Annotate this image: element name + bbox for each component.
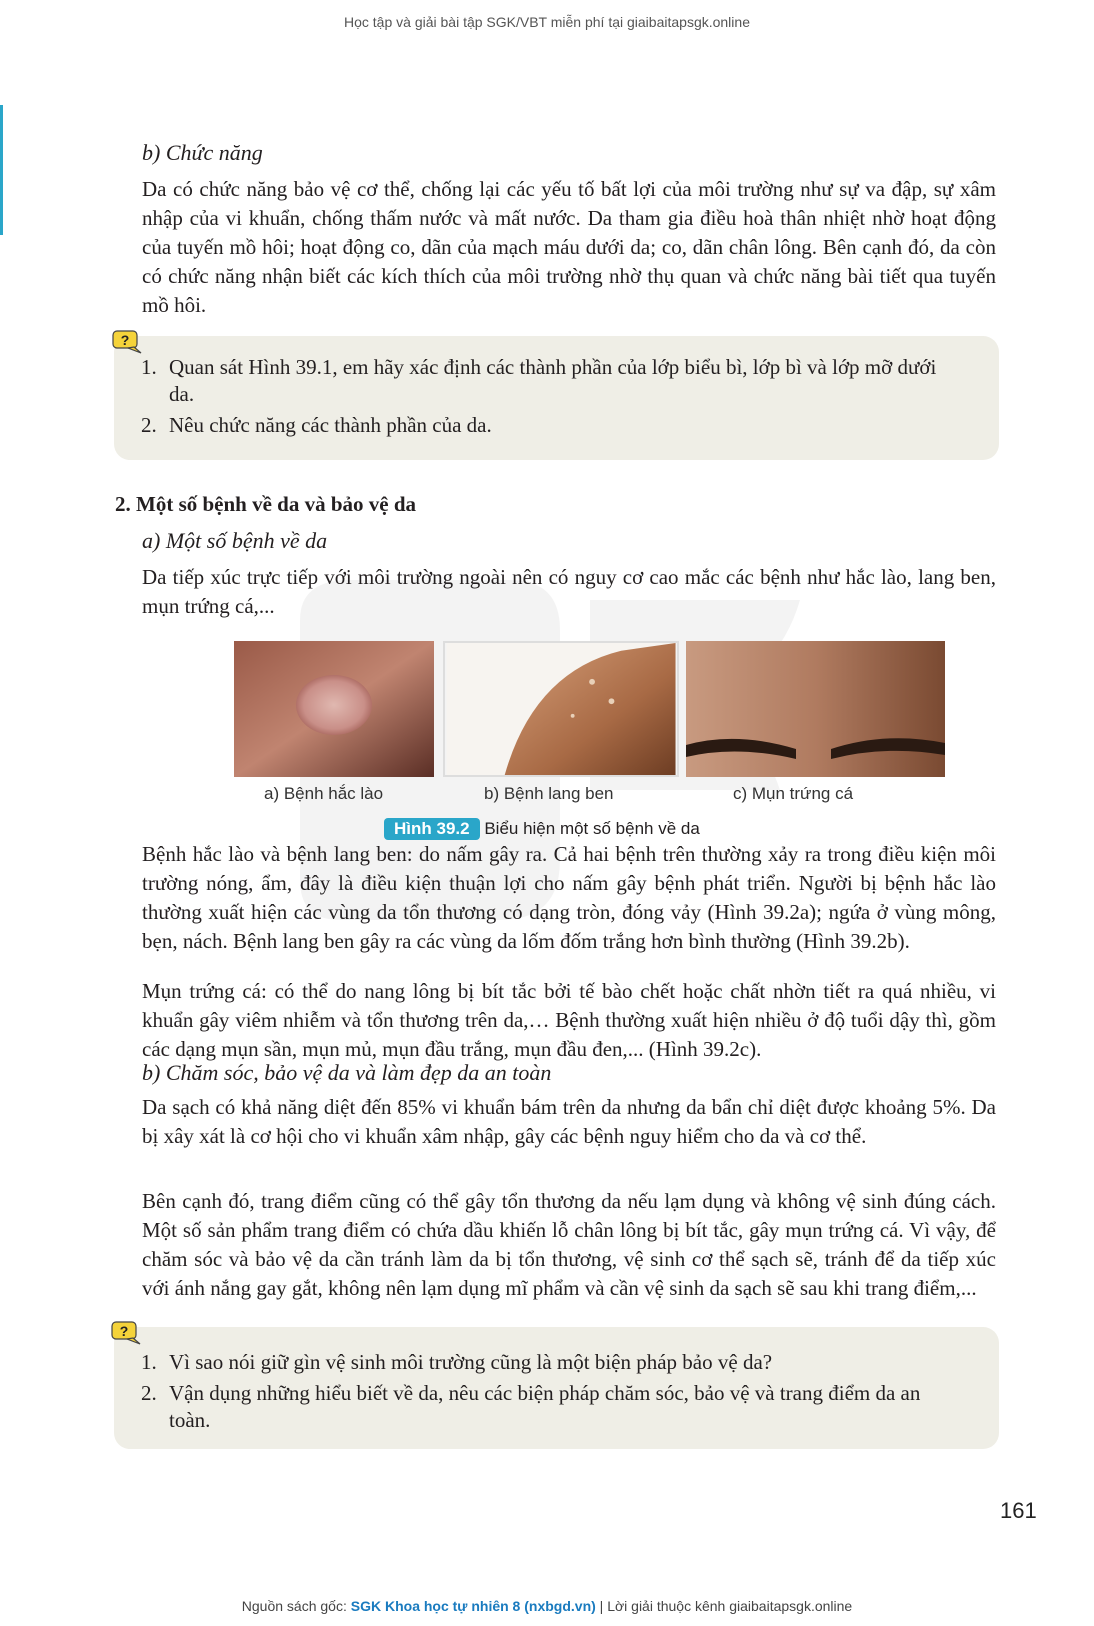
question-item: 2. Vận dụng những hiểu biết về da, nêu các biện pháp chăm sóc, bảo vệ và trang điểm da an toàn. bbox=[141, 1381, 921, 1432]
question-icon bbox=[111, 1321, 141, 1345]
caption-c: c) Mụn trứng cá bbox=[733, 784, 854, 803]
caption-b: b) Bệnh lang ben bbox=[484, 784, 614, 803]
para-mun-trung-ca: Mụn trứng cá: có thể do nang lông bị bít tắc bởi tế bào chết hoặc chất nhờn tiết ra quá nhiều, vi khuẩn gây viêm nhiễm và tổn thương trên da,… Bệnh thường xuất hiện nhiều ở độ tuổi dậy thì, gồm các dạng mụn sần, mụn mủ, mụn đầu trắng, mụn đầu đen,... (Hình 39.2c). bbox=[142, 979, 996, 1061]
page-header: Học tập và giải bài tập SGK/VBT miễn phí tại giaibaitapsgk.online bbox=[344, 14, 750, 30]
section-b-title: b) Chức năng bbox=[142, 140, 263, 165]
section-2b-title: b) Chăm sóc, bảo vệ da và làm đẹp da an toàn bbox=[142, 1060, 552, 1085]
section-2a-text: Da tiếp xúc trực tiếp với môi trường ngoài nên có nguy cơ cao mắc các bệnh như hắc lào, lang ben, mụn trứng cá,... bbox=[142, 565, 996, 618]
figure-title: Biểu hiện một số bệnh về da bbox=[484, 819, 700, 838]
figure-label bbox=[384, 818, 700, 840]
photo-mun-trung-ca bbox=[686, 641, 945, 777]
left-accent-bar bbox=[0, 105, 3, 235]
photo-lang-ben bbox=[443, 641, 679, 777]
section-2-title: 2. Một số bệnh về da và bảo vệ da bbox=[115, 492, 417, 516]
question-icon bbox=[112, 330, 142, 354]
svg-text:?: ? bbox=[120, 332, 130, 348]
footer-source-link[interactable]: SGK Khoa học tự nhiên 8 (nxbgd.vn) bbox=[350, 1598, 596, 1614]
figure-39-2 bbox=[234, 641, 945, 779]
page-number: 161 bbox=[1000, 1498, 1037, 1523]
page-footer: Nguồn sách gốc: SGK Khoa học tự nhiên 8 (nxbgd.vn) | Lời giải thuộc kênh giaibaitapsgk.online bbox=[241, 1598, 853, 1614]
caption-a: a) Bệnh hắc lào bbox=[264, 784, 384, 803]
para-hac-lao: Bệnh hắc lào và bệnh lang ben: do nấm gây ra. Cả hai bệnh trên thường xảy ra trong điều kiện môi trường nóng, ẩm, đây là điều kiện thuận lợi cho nấm gây bệnh phát triển. Người bị bệnh hắc lào thường xuất hiện các vùng da tổn thương có dạng tròn, đóng vảy (Hình 39.2a); ngứa ở vùng mông, bẹn, nách. Bệnh lang ben gây ra các vùng da lốm đốm trắng hơn bình thường (Hình 39.2b). bbox=[142, 842, 996, 953]
section-2a-title: a) Một số bệnh về da bbox=[142, 528, 328, 553]
para-da-sach: Da sạch có khả năng diệt đến 85% vi khuẩn bám trên da nhưng da bẩn chỉ diệt được khoảng 5%. Da bị xây xát là cơ hội cho vi khuẩn xâm nhập, gây các bệnh nguy hiểm cho da và cơ thể. bbox=[142, 1095, 996, 1148]
question-box-2 bbox=[114, 1327, 999, 1449]
question-item: 1. Vì sao nói giữ gìn vệ sinh môi trường cũng là một biện pháp bảo vệ da? bbox=[141, 1350, 773, 1374]
photo-hac-lao bbox=[234, 641, 434, 777]
para-trang-diem: Bên cạnh đó, trang điểm cũng có thể gây tổn thương da nếu lạm dụng và không vệ sinh đúng cách. Một số sản phẩm trang điểm có chứa dầu khiến lỗ chân lông bị bít tắc, gây mụn trứng cá. Vì vậy, để chăm sóc và bảo vệ da cần tránh làm da bị tổn thương, vệ sinh cơ thể sạch sẽ, tránh để da tiếp xúc với ánh nắng gay gắt, không nên lạm dụng mĩ phẩm và cần vệ sinh da sạch sẽ sau khi trang điểm,... bbox=[142, 1189, 996, 1300]
question-item: 2. Nêu chức năng các thành phần của da. bbox=[141, 413, 492, 437]
question-box-1 bbox=[114, 336, 999, 460]
svg-text:?: ? bbox=[119, 1323, 129, 1339]
figure-number-badge: Hình 39.2 bbox=[384, 818, 480, 840]
section-b-text: Da có chức năng bảo vệ cơ thể, chống lại các yếu tố bất lợi của môi trường như sự va đập, sự xâm nhập của vi khuẩn, chống thấm nước và mất nước. Da tham gia điều hoà thân nhiệt nhờ hoạt động của tuyến mồ hôi; hoạt động co, dãn của mạch máu dưới da; co, dãn chân lông. Bên cạnh đó, da còn có chức năng nhận biết các kích thích của môi trường nhờ thụ quan và chức năng bài tiết qua tuyến mồ hôi. bbox=[142, 177, 996, 317]
question-item: 1. Quan sát Hình 39.1, em hãy xác định các thành phần của lớp biểu bì, lớp bì và lớp mỡ dưới da. bbox=[141, 355, 937, 406]
